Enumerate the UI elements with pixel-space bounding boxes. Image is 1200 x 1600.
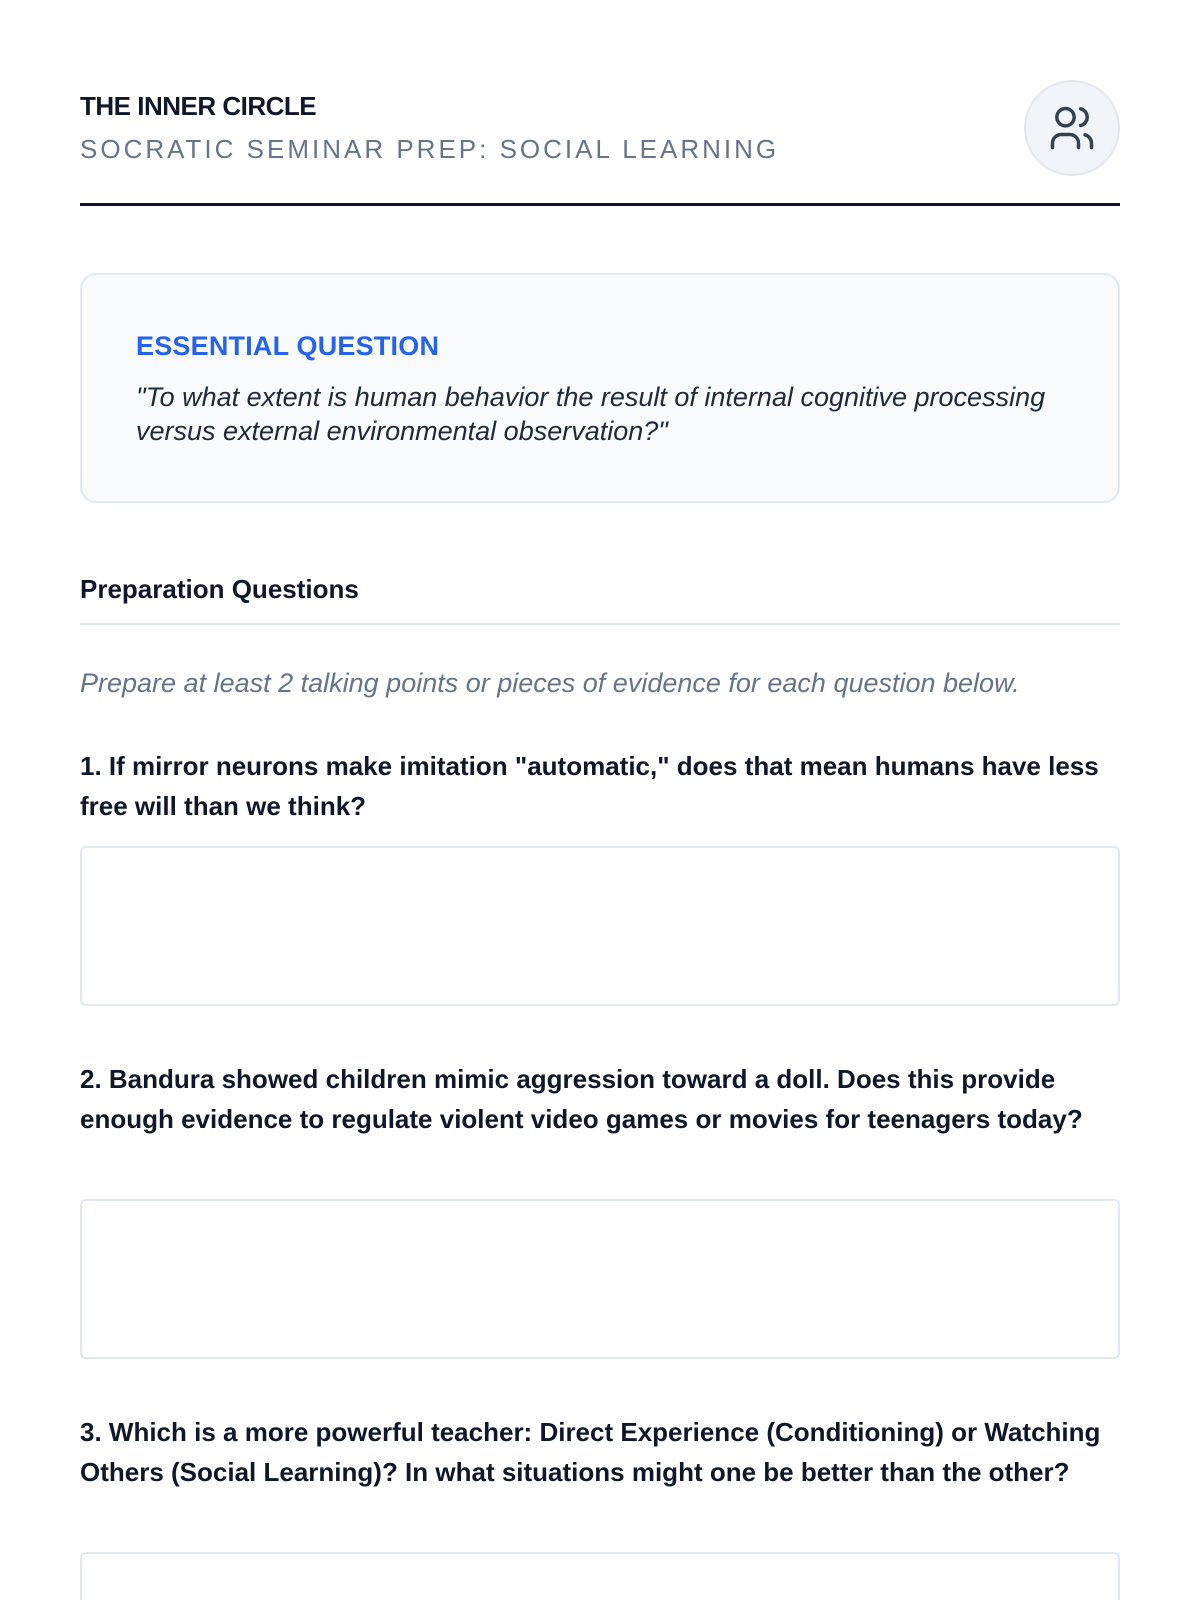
section-divider [80,623,1120,625]
brand-title: THE INNER CIRCLE [80,91,317,121]
essential-question-card [80,273,1120,503]
answer-field-3[interactable] [80,1552,1120,1600]
question-1: 1. If mirror neurons make imitation "automatic," does that mean humans have less free will than we think? [80,751,1099,821]
question-2: 2. Bandura showed children mimic aggression toward a doll. Does this provide enough evidence to regulate violent video games or movies for teenagers today? [80,1064,1083,1134]
instructions-text: Prepare at least 2 talking points or pieces of evidence for each question below. [80,668,1020,698]
question-3: 3. Which is a more powerful teacher: Direct Experience (Conditioning) or Watching Others (Social Learning)? In what situations might one be better than the other? [80,1417,1101,1487]
answer-field-1[interactable] [80,846,1120,1006]
page-header [80,80,1120,206]
answer-field-2[interactable] [80,1199,1120,1359]
users-icon-button[interactable] [1024,80,1120,176]
users-icon [1046,102,1098,154]
page-subtitle: SOCRATIC SEMINAR PREP: SOCIAL LEARNING [80,134,780,164]
section-title: Preparation Questions [80,574,359,604]
essential-question-label: ESSENTIAL QUESTION [136,331,440,361]
essential-question-text: "To what extent is human behavior the result of internal cognitive processing versus external environmental observation?" [136,382,1046,446]
